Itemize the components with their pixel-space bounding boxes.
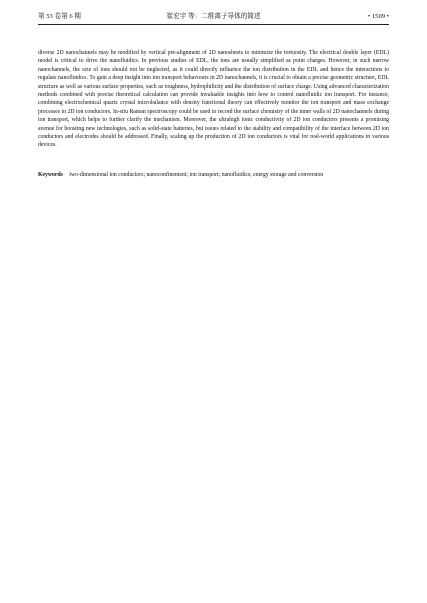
abstract-paragraph: diverse 2D nanochannels may be modified by vertical pre-alignment of 2D nanosheets to minimize the tortuosity. The electrical double layer (EDL) model is critical to drive the nanofluidics. In previous studies of EDL, the ions are usually simplified as point charges. However, in such narrow nanochannels, the size of ions should not be neglected, as it could directly influence the ion distribution in the EDL and hence the interactions to regulate nanofluidics. To gain a deep insight into ion transport behaviours in 2D nanochannels, it is crucial to obtain a precise geometric structure, EDL structure as well as various surface properties, such as roughness, hydrophilicity and the distribution of surface charge. Using advanced characterization methods combined with precise theoretical calculation can provide invaluable insights into how to control nanofluidic ion transport. For instance, combining electrochemical quartz crystal microbalance with density functional theory can effectively monitor the ion transport and mass exchange processes in 2D ion conductors. In-situ Raman spectroscopy could be used to record the surface chemistry of the inner walls of 2D nanochannels during ion transport, which helps to further clarify the mechanism. Moreover, the ultrahigh ionic conductivity of 2D ion conductors presents a promising avenue for boosting new technologies, such as solid-state batteries, but issues related to the stability and compatibility of the interface between 2D ion conductors and electrodes should be addressed. Finally, scaling up the production of 2D ion conductors is vital for real-world applications in various devices.: [38, 50, 389, 149]
keywords-text: two-dimensional ion conductors; nanoconfinement; ion transport; nanofluidics; energy storage and conversion: [69, 172, 324, 178]
volume-issue: 第 53 卷第 6 期: [38, 13, 81, 20]
keywords-line: [38, 171, 389, 179]
keywords-label: Keywords: [38, 172, 63, 178]
running-header: [38, 11, 389, 25]
page-number: • 1509 •: [367, 13, 389, 20]
running-title: 崔宏宇 等：二维离子导体的简述: [166, 13, 261, 20]
